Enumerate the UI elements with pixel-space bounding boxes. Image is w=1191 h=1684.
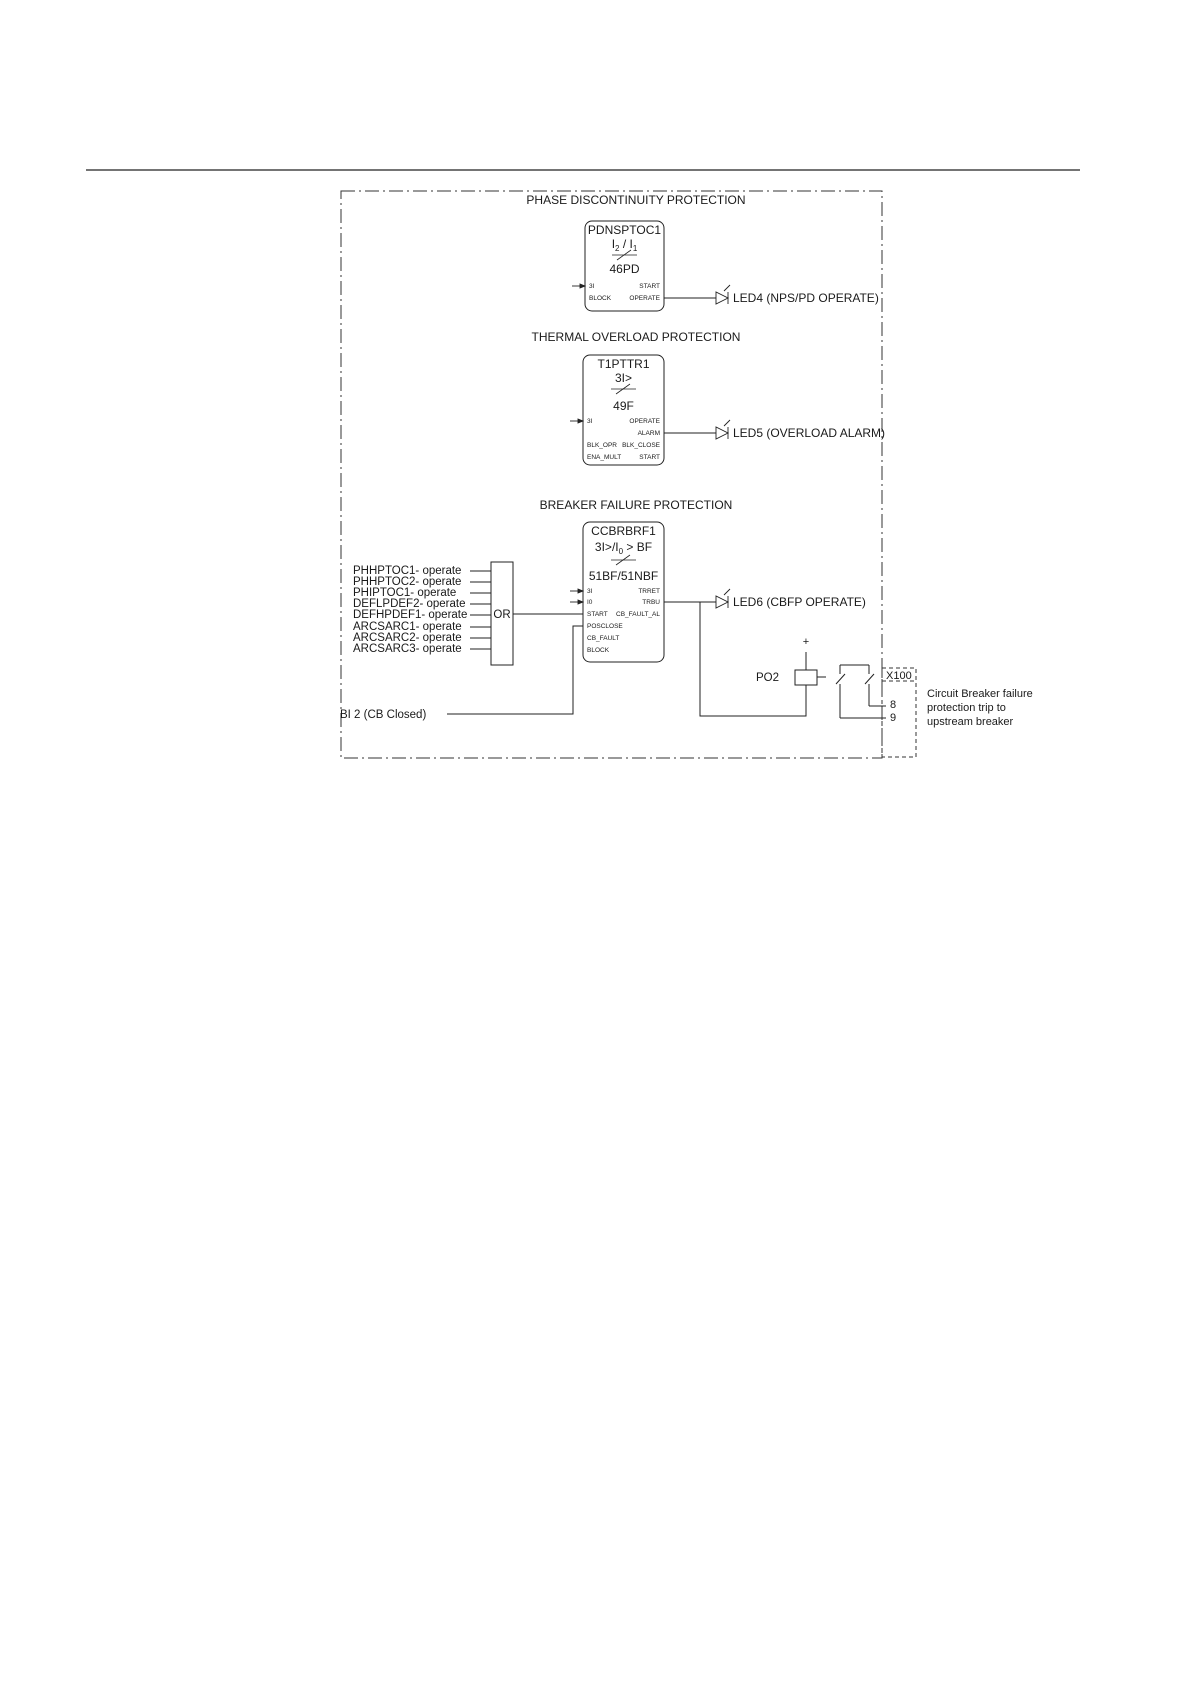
block-ansi-ccbrbrf1: 51BF/51NBF [588,569,659,583]
led4-label: LED4 (NPS/PD OPERATE) [733,291,879,305]
or-gate-label: OR [493,609,511,621]
led-icon [716,589,730,608]
terminal-block-label: X100 [886,670,912,682]
block-symbol-pdnsptoc1: $I_2 / I_1$ [611,237,638,253]
or-input-label: PHIPTOC1- operate [353,587,457,599]
block-ansi-pdnsptoc1: 46PD [609,262,640,276]
port-out-cb-fault-al: CB_FAULT_AL [616,611,660,618]
port-in-posclose: POSCLOSE [587,623,623,630]
port-in-block: BLOCK [589,295,612,302]
block-symbol-t1pttr1: 3I> [614,371,633,385]
port-in-ena-mult: ENA_MULT [587,454,622,461]
port-in-block: BLOCK [587,647,610,654]
or-input-label: DEFLPDEF2- operate [353,598,466,610]
port-out-blk-close: BLK_CLOSE [622,442,660,449]
port-in-cb-fault: CB_FAULT [587,635,620,642]
port-out-trbu: TRBU [642,599,660,606]
or-input-label: ARCSARC1- operate [353,621,462,633]
port-in-i0: I0 [587,599,593,606]
port-out-trret: TRRET [638,588,660,595]
relay-label-po2: PO2 [756,672,780,684]
trip-note-line: protection trip to [927,702,1006,714]
signal-arrow-icon [572,284,585,288]
port-in-blk-opr: BLK_OPR [587,442,617,449]
port-out-operate: OPERATE [629,418,660,425]
port-in-start: START [587,611,608,618]
trip-note-line: upstream breaker [927,716,1014,728]
wire-trbu-po2 [700,602,806,716]
relay-coil-po2 [795,670,817,685]
port-in-3i: 3I [589,283,595,290]
or-input-label: ARCSARC3- operate [353,643,462,655]
block-name-pdnsptoc1: PDNSPTOC1 [587,223,662,237]
block-name-ccbrbrf1: CCBRBRF1 [591,524,656,538]
port-out-start: START [639,454,660,461]
port-in-3i: 3I [587,588,593,595]
binary-input-label: BI 2 (CB Closed) [340,709,427,721]
diagram-frame [341,191,882,758]
led-icon [716,285,730,304]
port-in-3i: 3I [587,418,593,425]
or-input-label: PHHPTOC2- operate [353,576,462,588]
wire-bi2-posclose [447,626,583,714]
or-input-label: DEFHPDEF1- operate [353,609,468,621]
inverse-time-curve-icon [611,555,636,565]
block-symbol-ccbrbrf1: $3I>/I_0$ > BF [594,540,653,556]
led-icon [716,420,730,439]
terminal-9: 9 [890,712,897,724]
or-input-wires [470,571,491,649]
trip-note-line: Circuit Breaker failure [927,688,1033,700]
inverse-time-curve-icon [611,384,636,394]
port-out-start: START [639,283,660,290]
contact-icon [836,665,886,718]
block-name-t1pttr1: T1PTTR1 [597,357,650,371]
signal-arrow-icon [570,589,583,604]
or-input-label: ARCSARC2- operate [353,632,462,644]
section-title-thermal-overload: THERMAL OVERLOAD PROTECTION [531,330,741,344]
led6-label: LED6 (CBFP OPERATE) [733,595,866,609]
port-out-operate: OPERATE [629,295,660,302]
supply-plus: + [802,636,810,648]
led5-label: LED5 (OVERLOAD ALARM) [733,426,886,440]
section-title-breaker-failure: BREAKER FAILURE PROTECTION [539,498,733,512]
block-ansi-t1pttr1: 49F [613,399,634,413]
or-input-label: PHHPTOC1- operate [353,565,462,577]
port-out-alarm: ALARM [637,430,660,437]
terminal-8: 8 [890,699,897,711]
signal-arrow-icon [570,419,583,423]
section-title-phase-discontinuity: PHASE DISCONTINUITY PROTECTION [526,193,746,207]
